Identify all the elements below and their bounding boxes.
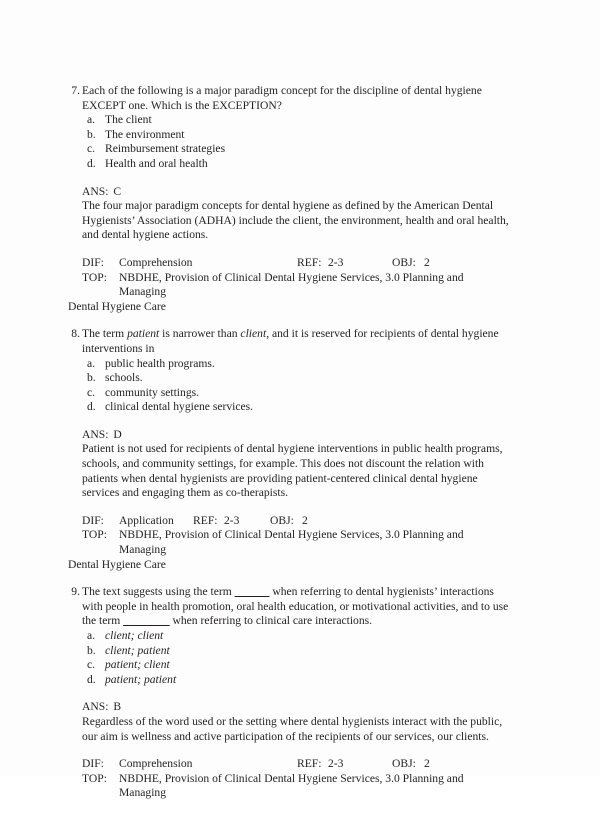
option-text: The client	[105, 113, 152, 127]
answer-rationale: Patient is not used for recipients of dental hygiene interventions in public health programs, schools, and community settings, for example. This does not discount the relation with patients when dental hygienists are providing patient-centered clinical dental hygiene services and engaging them as co-therapists.	[82, 442, 503, 500]
top-value: NBDHE, Provision of Clinical Dental Hygiene Services, 3.0 Planning and Managing	[119, 528, 464, 557]
option-letter: c.	[87, 658, 96, 672]
metadata-row	[82, 757, 510, 772]
question-stem	[68, 585, 510, 629]
answer-label: ANS:	[82, 184, 109, 198]
option-letter: a.	[87, 113, 96, 127]
answer-option[interactable]	[68, 157, 510, 172]
answer-option[interactable]	[68, 386, 510, 401]
answer-option[interactable]	[68, 629, 510, 644]
option-letter: c.	[87, 142, 96, 156]
question-number: 9.	[71, 585, 80, 599]
option-text: clinical dental hygiene services.	[105, 400, 254, 414]
option-text: Health and oral health	[105, 156, 208, 170]
question-stem	[68, 84, 510, 113]
answer-option[interactable]	[68, 357, 510, 372]
metadata-row	[82, 256, 510, 271]
answer-option[interactable]	[68, 113, 510, 128]
answer-line	[68, 185, 510, 200]
ref-label: REF:	[297, 255, 322, 269]
question-block	[68, 84, 510, 314]
answer-rationale: Regardless of the word used or the setting where dental hygienists interact with the public, our aim is wellness and active participation of the recipients of our services, our clients.	[82, 714, 503, 743]
top-value: NBDHE, Provision of Clinical Dental Hygiene Services, 3.0 Planning and Managing	[119, 270, 464, 299]
obj-label: OBJ:	[270, 513, 294, 527]
top-label: TOP:	[82, 270, 107, 284]
ref-value: 2-3	[328, 255, 344, 269]
option-letter: a.	[87, 356, 96, 370]
option-text: client; client	[105, 629, 164, 642]
answer-option[interactable]	[68, 673, 510, 688]
page-content	[68, 84, 510, 814]
answer-option[interactable]	[68, 371, 510, 386]
ref-label: REF:	[193, 513, 218, 527]
question-stem-text: Each of the following is a major paradigm concept for the discipline of dental hygiene EXCEPT one. Which is the EXCEPTION?	[82, 84, 482, 112]
dif-label: DIF:	[82, 757, 104, 771]
option-text: public health programs.	[105, 356, 215, 370]
question-stem	[68, 327, 510, 356]
obj-value: 2	[424, 757, 430, 771]
dif-label: DIF:	[82, 255, 104, 269]
question-stem-text: The text suggests using the term ______ when referring to dental hygienists’ interactions with people in health promotion, oral health education, or motivational activities, and to use the term ________ when referring to clinical care interactions.	[82, 585, 509, 628]
option-letter: a.	[87, 629, 96, 642]
top-label: TOP:	[82, 771, 107, 785]
obj-label: OBJ:	[392, 757, 416, 771]
option-text: patient; client	[105, 658, 170, 672]
dif-value: Application	[119, 513, 174, 527]
top-continuation: Dental Hygiene Care	[68, 299, 166, 313]
answer-options	[68, 357, 510, 415]
option-letter: d.	[87, 400, 96, 414]
fill-in-blank: ______	[234, 585, 270, 599]
emphasized-term: client	[240, 327, 267, 341]
question-metadata	[68, 514, 510, 572]
fill-in-blank: ________	[123, 614, 170, 628]
answer-option[interactable]	[68, 142, 510, 157]
option-letter: b.	[87, 643, 96, 657]
answer-rationale: The four major paradigm concepts for dental hygiene as defined by the American Dental Hygienists’ Association (ADHA) include the client, the environment, health and oral health, and dental hygiene actions.	[82, 199, 509, 242]
answer-label: ANS:	[82, 700, 109, 714]
topic-row	[68, 528, 510, 572]
question-metadata	[68, 256, 510, 314]
ref-value: 2-3	[328, 757, 344, 771]
option-text: The environment	[105, 127, 185, 141]
dif-label: DIF:	[82, 513, 104, 527]
option-letter: b.	[87, 127, 96, 141]
answer-option[interactable]	[68, 644, 510, 659]
option-text: community settings.	[105, 385, 200, 399]
obj-value: 2	[424, 255, 430, 269]
option-text: Reimbursement strategies	[105, 142, 226, 156]
question-number: 7.	[71, 84, 80, 97]
question-metadata	[68, 757, 510, 801]
answer-options	[68, 629, 510, 687]
question-stem-text: The term patient is narrower than client, and it is reserved for recipients of dental hygiene interventions in	[82, 327, 499, 355]
option-text: schools.	[105, 371, 143, 385]
ref-value: 2-3	[224, 513, 240, 527]
ref-label: REF:	[297, 757, 322, 771]
topic-row	[82, 772, 510, 801]
question-number: 8.	[71, 327, 80, 341]
answer-option[interactable]	[68, 658, 510, 673]
emphasized-term: patient	[127, 327, 160, 341]
question-block	[68, 585, 510, 801]
answer-option[interactable]	[68, 128, 510, 143]
top-continuation: Dental Hygiene Care	[68, 557, 166, 571]
answer-value: C	[113, 184, 122, 198]
answer-value: B	[113, 700, 122, 714]
metadata-row	[82, 514, 510, 529]
obj-value: 2	[302, 513, 308, 527]
top-value: NBDHE, Provision of Clinical Dental Hygiene Services, 3.0 Planning and Managing	[119, 771, 464, 800]
option-letter: d.	[87, 156, 96, 170]
option-text: patient; patient	[105, 672, 177, 686]
dif-value: Comprehension	[119, 757, 193, 771]
answer-options	[68, 113, 510, 171]
option-letter: b.	[87, 371, 96, 385]
option-letter: d.	[87, 672, 96, 686]
option-text: client; patient	[105, 643, 170, 657]
answer-value: D	[113, 427, 122, 441]
answer-label: ANS:	[82, 427, 109, 441]
topic-row	[68, 270, 510, 315]
obj-label: OBJ:	[392, 255, 416, 269]
answer-line	[68, 428, 510, 443]
answer-line	[68, 700, 510, 715]
option-letter: c.	[87, 385, 96, 399]
answer-option[interactable]	[68, 400, 510, 415]
dif-value: Comprehension	[119, 255, 193, 269]
top-label: TOP:	[82, 528, 107, 542]
question-block	[68, 327, 510, 572]
